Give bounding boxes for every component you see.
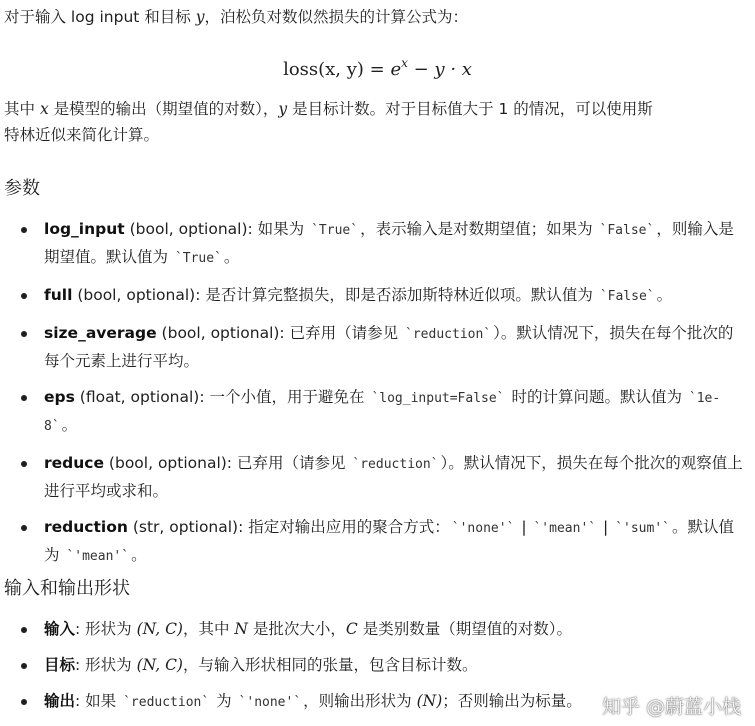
param-type: (bool, optional): [124,220,258,238]
param-text-segment: | [516,518,532,536]
shape-text-segment: : 如果 [75,692,122,710]
param-text-segment: 。默认值为 [44,518,734,564]
param-code-segment: `'sum'` [615,521,670,536]
param-item [0,216,755,272]
shape-name: 目标 [44,656,76,674]
explain-text-2: 是模型的输出（期望值的对数）， [48,100,279,118]
shape-math-segment: N [234,620,248,638]
param-code-segment: `False` [599,289,655,304]
explain-paragraph-line1 [4,96,747,122]
shape-name: 输入 [44,620,76,638]
shape-text-segment: ，其中 [182,620,235,638]
param-text-segment: 。 [656,286,673,304]
shape-text-segment: 是批次大小， [247,620,346,638]
formula-base: e [390,59,402,80]
shape-math-segment: (N) [416,692,443,710]
shape-text-segment: 是类别数量（期望值的对数）。 [357,620,572,638]
shape-math-segment: (N, C) [136,656,183,674]
param-text-segment: 。 [61,416,78,434]
shape-text-segment: ；否则输出为标量。 [442,692,582,710]
param-name: size_average [44,324,157,342]
intro-text-post: ，泊松负对数似然损失的计算公式为： [204,8,468,26]
shapes-heading: 输入和输出形状 [4,578,130,599]
param-name: reduction [44,518,128,536]
shape-code-segment: `'none'` [238,695,302,710]
param-item [0,384,755,440]
explain-paragraph-line2: 特林近似来简化计算。 [4,126,160,144]
param-text-segment: ，表示输入是对数期望值；如果为 [360,220,598,238]
param-text-segment: | [598,518,614,536]
shape-code-segment: `reduction` [123,695,210,710]
formula-exponent: x [401,56,408,70]
intro-var-y: y [195,8,205,26]
param-type: (str, optional): [127,518,249,536]
param-code-segment: `reduction` [405,327,492,342]
param-text-segment: ）。默认情况下，损失在每个批次的观察值上进行平均或求和。 [44,454,743,500]
param-text-segment: 。 [131,546,147,564]
param-text-segment: 时的计算问题。默认值为 [506,388,687,406]
param-text-segment: 已弃用（请参见 [289,324,404,342]
param-code-segment: `True` [174,251,222,266]
param-item [0,514,755,570]
param-code-segment: `'mean'` [66,549,130,564]
shape-name: 输出 [44,692,76,710]
param-code-segment: `reduction` [352,457,439,472]
param-type: (bool, optional): [72,286,206,304]
param-code-segment: `False` [599,223,655,238]
params-list [0,216,755,580]
param-code-segment: `True` [311,223,359,238]
shape-math-segment: C [345,620,358,638]
shape-text-segment: 为 [211,692,237,710]
shape-item [0,652,755,678]
param-name: reduce [44,454,104,472]
param-text-segment: 。 [223,248,240,266]
param-name: full [44,286,73,304]
param-text-segment: 指定对输出应用的聚合方式： [248,518,450,536]
explain-var-y: y [278,100,288,118]
param-code-segment: `'none'` [451,521,515,536]
watermark: 知乎 @蔚蓝小栈 [601,696,741,718]
shape-text-segment: : 形状为 [75,620,137,638]
param-item [0,320,755,374]
loss-formula [0,50,755,83]
shape-item [0,616,755,642]
shape-text-segment: ，与输入形状相同的张量，包含目标计数。 [182,656,478,674]
param-name: eps [44,388,75,406]
param-text-segment: 一个小值，用于避免在 [209,388,370,406]
formula-rhs: − y · x [407,59,472,80]
param-item [0,282,755,310]
intro-paragraph [4,4,747,30]
intro-text-pre: 对于输入 log input 和目标 [4,8,196,26]
explain-var-x: x [39,100,49,118]
param-code-segment: `1e-8` [44,391,721,434]
shape-math-segment: (N, C) [136,620,183,638]
param-type: (bool, optional): [156,324,290,342]
explain-text-3: 是目标计数。对于目标值大于 1 的情况，可以使用斯 [287,100,653,118]
param-code-segment: `'mean'` [533,521,597,536]
param-name: log_input [44,220,125,238]
shape-text-segment: ，则输出形状为 [303,692,417,710]
param-text-segment: 已弃用（请参见 [236,454,351,472]
shape-text-segment: : 形状为 [75,656,137,674]
param-text-segment: 如果为 [257,220,310,238]
param-text-segment: 是否计算完整损失，即是否添加斯特林近似项。默认值为 [205,286,598,304]
param-type: (bool, optional): [104,454,237,472]
param-type: (float, optional): [74,388,210,406]
explain-text-1: 其中 [4,100,40,118]
param-code-segment: `log_input=False` [371,391,505,406]
param-item [0,450,755,504]
params-heading: 参数 [4,178,40,199]
formula-lhs: loss(x, y) = [283,59,391,80]
param-text-segment: ，则输入是期望值。默认值为 [44,220,734,266]
param-text-segment: ）。默认情况下，损失在每个批次的每个元素上进行平均。 [44,324,734,370]
